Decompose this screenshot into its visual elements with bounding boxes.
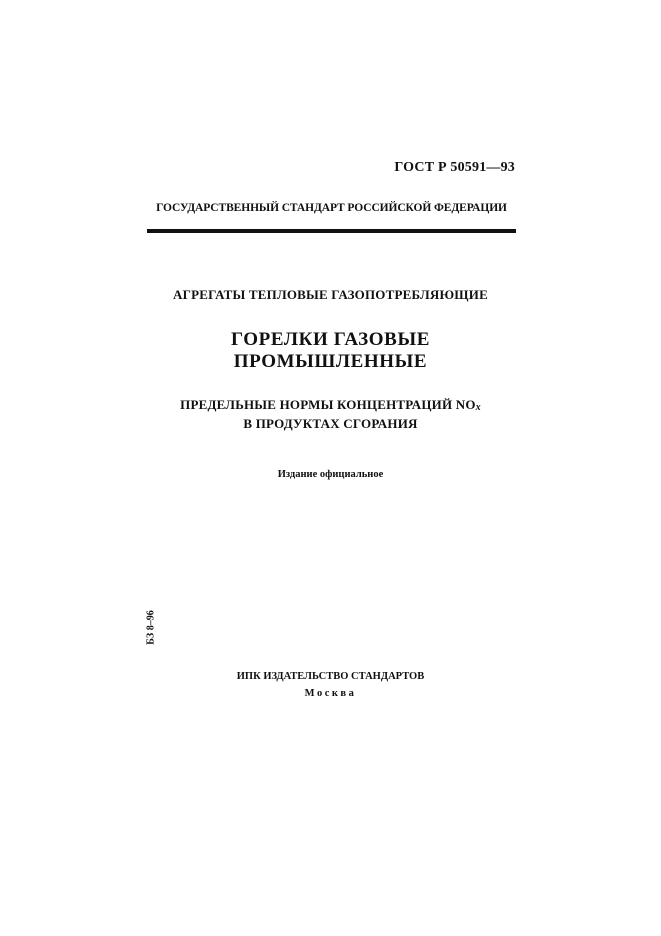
category-heading: АГРЕГАТЫ ТЕПЛОВЫЕ ГАЗОПОТРЕБЛЯЮЩИЕ bbox=[173, 287, 488, 302]
document-title bbox=[100, 329, 561, 373]
side-code-block bbox=[139, 604, 163, 650]
publisher-city: Москва bbox=[304, 688, 357, 699]
header-divider bbox=[147, 229, 516, 233]
publisher-name: ИПК ИЗДАТЕЛЬСТВО СТАНДАРТОВ bbox=[236, 671, 425, 682]
subtitle-line-1 bbox=[100, 397, 561, 416]
title-line-2: ПРОМЫШЛЕННЫЕ bbox=[233, 351, 428, 372]
document-subtitle bbox=[100, 397, 561, 432]
subtitle-subscript: x bbox=[475, 402, 481, 413]
title-line-1: ГОРЕЛКИ ГАЗОВЫЕ bbox=[231, 329, 430, 350]
issuing-body-heading: ГОСУДАРСТВЕННЫЙ СТАНДАРТ РОССИЙСКОЙ ФЕДЕРАЦИИ bbox=[156, 202, 507, 214]
edition-note: Издание официальное bbox=[277, 469, 384, 480]
standard-number: ГОСТ Р 50591—93 bbox=[394, 160, 515, 175]
subtitle-line-1-text: ПРЕДЕЛЬНЫЕ НОРМЫ КОНЦЕНТРАЦИЙ NO bbox=[180, 397, 476, 412]
subtitle-line-2: В ПРОДУКТАХ СГОРАНИЯ bbox=[243, 416, 418, 431]
side-code: БЗ 8–96 bbox=[145, 609, 157, 645]
